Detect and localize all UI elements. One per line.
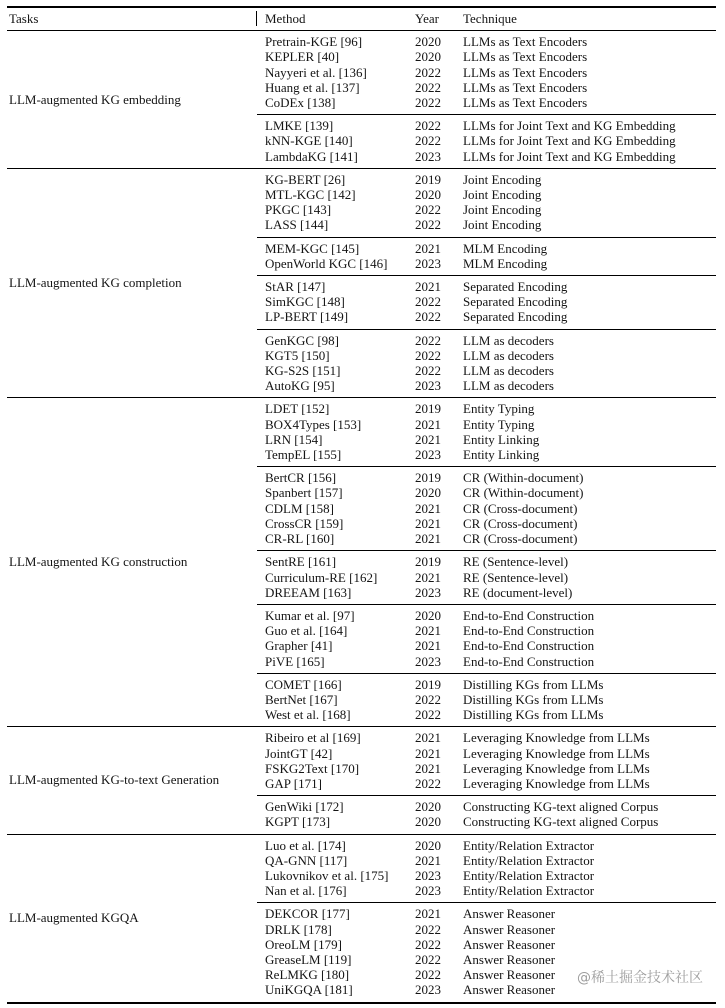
table-row [257,401,716,416]
method-cell: ReLMKG [180] [265,967,350,983]
technique-cell: LLMs for Joint Text and KG Embedding [463,148,676,164]
table-row [257,447,716,462]
technique-cell: Entity/Relation Extractor [463,837,595,853]
table-row [257,241,716,256]
technique-cell: LLMs for Joint Text and KG Embedding [463,118,676,134]
technique-cell: LLM as decoders [463,363,554,379]
table-row [257,417,716,432]
year-cell: 2021 [415,569,441,585]
table-row [257,333,716,348]
table-row [257,294,716,309]
technique-cell: RE (document-level) [463,584,573,600]
year-cell: 2023 [415,378,441,394]
year-cell: 2023 [415,255,441,271]
year-cell: 2023 [415,447,441,463]
method-cell: Pretrain-KGE [96] [265,34,363,50]
table-row [257,776,716,791]
year-cell: 2023 [415,867,441,883]
table-row [257,118,716,133]
technique-cell: Entity/Relation Extractor [463,883,595,899]
method-subgroup [257,398,716,466]
method-cell: Spanbert [157] [265,485,343,501]
table-row [257,554,716,569]
task-label: LLM-augmented KG completion [9,275,182,291]
task-group [7,834,716,1002]
table-row [257,982,716,997]
year-cell: 2020 [415,799,441,815]
method-cell: CoDEx [138] [265,95,336,111]
year-cell: 2022 [415,775,441,791]
technique-cell: Entity Typing [463,401,535,417]
technique-cell: CR (Within-document) [463,470,584,486]
technique-cell: Entity Typing [463,416,535,432]
table-row [257,348,716,363]
method-cell: GreaseLM [119] [265,951,352,967]
method-cell: LambdaKG [141] [265,148,358,164]
table-row [257,470,716,485]
technique-cell: End-to-End Construction [463,623,595,639]
technique-cell: CR (Cross-document) [463,500,578,516]
table-row [257,531,716,546]
technique-cell: LLMs as Text Encoders [463,95,588,111]
table-row [257,585,716,600]
table-row [257,485,716,500]
year-cell: 2021 [415,416,441,432]
technique-cell: Answer Reasoner [463,982,556,998]
year-cell: 2022 [415,118,441,134]
table-row [257,217,716,232]
method-subgroup [257,795,716,833]
table-row [257,49,716,64]
table-row [257,172,716,187]
method-cell: KGPT [173] [265,814,331,830]
year-cell: 2022 [415,133,441,149]
year-cell: 2022 [415,936,441,952]
year-cell: 2022 [415,217,441,233]
table-row [257,202,716,217]
table-row [257,654,716,669]
technique-cell: Entity/Relation Extractor [463,867,595,883]
method-cell: LASS [144] [265,217,329,233]
technique-cell: Answer Reasoner [463,921,556,937]
table-row [257,149,716,164]
year-cell: 2021 [415,906,441,922]
year-cell: 2020 [415,814,441,830]
year-cell: 2021 [415,745,441,761]
table-row [257,967,716,982]
method-cell: AutoKG [95] [265,378,335,394]
technique-cell: Separated Encoding [463,279,568,295]
year-cell: 2023 [415,584,441,600]
table-row [257,868,716,883]
method-cell: kNN-KGE [140] [265,133,353,149]
table-row [257,65,716,80]
method-cell: KG-S2S [151] [265,363,341,379]
method-cell: BertNet [167] [265,691,338,707]
technique-cell: Leveraging Knowledge from LLMs [463,775,650,791]
method-cell: Huang et al. [137] [265,79,360,95]
table-body [7,31,716,1001]
technique-cell: Leveraging Knowledge from LLMs [463,760,650,776]
technique-cell: LLMs as Text Encoders [463,49,588,65]
method-subgroup [257,237,716,275]
year-cell: 2022 [415,79,441,95]
year-cell: 2022 [415,309,441,325]
technique-cell: Joint Encoding [463,171,542,187]
method-cell: COMET [166] [265,676,342,692]
table-header-row [7,8,716,31]
method-cell: PiVE [165] [265,653,325,669]
table-row [257,501,716,516]
technique-cell: Answer Reasoner [463,936,556,952]
table-row [257,570,716,585]
year-cell: 2022 [415,951,441,967]
year-cell: 2022 [415,967,441,983]
header-method: Method [265,11,306,26]
year-cell: 2023 [415,653,441,669]
method-cell: UniKGQA [181] [265,982,353,998]
method-cell: CrossCR [159] [265,515,344,531]
technique-cell: Answer Reasoner [463,951,556,967]
year-cell: 2019 [415,171,441,187]
technique-cell: LLMs as Text Encoders [463,64,588,80]
table-row [257,814,716,829]
method-subgroup [257,550,716,604]
table-row [257,133,716,148]
method-cell: PKGC [143] [265,202,332,218]
table-row [257,95,716,110]
method-subgroup [257,329,716,398]
year-cell: 2022 [415,921,441,937]
technique-cell: CR (Within-document) [463,485,584,501]
year-cell: 2022 [415,363,441,379]
subgroup-list [257,398,716,726]
method-cell: OreoLM [179] [265,936,342,952]
year-cell: 2020 [415,607,441,623]
year-cell: 2021 [415,852,441,868]
method-cell: SentRE [161] [265,554,337,570]
subgroup-list [257,169,716,398]
table-row [257,799,716,814]
method-cell: DREEAM [163] [265,584,352,600]
technique-cell: LLMs as Text Encoders [463,34,588,50]
technique-cell: End-to-End Construction [463,653,595,669]
method-cell: QA-GNN [117] [265,852,348,868]
task-label: LLM-augmented KGQA [9,910,139,926]
method-cell: KGT5 [150] [265,347,330,363]
method-cell: Ribeiro et al [169] [265,730,361,746]
method-subgroup [257,466,716,550]
method-subgroup [257,604,716,673]
task-label: LLM-augmented KG construction [9,554,188,570]
method-subgroup [257,673,716,727]
method-cell: Nayyeri et al. [136] [265,64,367,80]
method-cell: Curriculum-RE [162] [265,569,378,585]
method-cell: FSKG2Text [170] [265,760,360,776]
method-cell: DEKCOR [177] [265,906,350,922]
table-row [257,883,716,898]
technique-cell: Answer Reasoner [463,967,556,983]
year-cell: 2019 [415,401,441,417]
technique-cell: Entity/Relation Extractor [463,852,595,868]
year-cell: 2023 [415,148,441,164]
table-row [257,730,716,745]
method-cell: CR-RL [160] [265,531,335,547]
year-cell: 2019 [415,554,441,570]
technique-cell: Constructing KG-text aligned Corpus [463,799,659,815]
technique-cell: CR (Cross-document) [463,515,578,531]
table-row [257,309,716,324]
technique-cell: LLM as decoders [463,347,554,363]
task-group [7,397,716,726]
technique-cell: Separated Encoding [463,309,568,325]
technique-cell: End-to-End Construction [463,607,595,623]
header-tasks: Tasks [7,11,257,26]
year-cell: 2020 [415,49,441,65]
task-group [7,726,716,833]
method-cell: SimKGC [148] [265,294,345,310]
method-subgroup [257,835,716,903]
method-cell: MEM-KGC [145] [265,240,360,256]
year-cell: 2019 [415,676,441,692]
table-row [257,363,716,378]
table-row [257,80,716,95]
technique-cell: MLM Encoding [463,255,548,271]
year-cell: 2022 [415,332,441,348]
task-group [7,168,716,398]
method-cell: West et al. [168] [265,707,351,723]
methods-summary-table [7,6,716,1004]
subgroup-list [257,727,716,833]
technique-cell: Separated Encoding [463,294,568,310]
year-cell: 2021 [415,730,441,746]
technique-cell: CR (Cross-document) [463,531,578,547]
method-cell: BertCR [156] [265,470,337,486]
year-cell: 2021 [415,638,441,654]
table-row [257,638,716,653]
technique-cell: LLMs as Text Encoders [463,79,588,95]
method-cell: JointGT [42] [265,745,333,761]
table-row [257,279,716,294]
technique-cell: LLM as decoders [463,378,554,394]
table-row [257,623,716,638]
method-cell: LP-BERT [149] [265,309,349,325]
method-cell: LDET [152] [265,401,330,417]
table-row [257,761,716,776]
method-subgroup [257,727,716,795]
subgroup-list [257,835,716,1002]
task-group [7,31,716,168]
method-cell: KG-BERT [26] [265,171,346,187]
technique-cell: MLM Encoding [463,240,548,256]
year-cell: 2022 [415,95,441,111]
technique-cell: Distilling KGs from LLMs [463,707,604,723]
table-row [257,952,716,967]
year-cell: 2021 [415,240,441,256]
year-cell: 2021 [415,531,441,547]
method-cell: GenKGC [98] [265,332,340,348]
method-cell: Luo et al. [174] [265,837,346,853]
method-cell: KEPLER [40] [265,49,340,65]
method-cell: Grapher [41] [265,638,333,654]
table-row [257,378,716,393]
year-cell: 2019 [415,470,441,486]
technique-cell: Entity Linking [463,447,540,463]
method-subgroup [257,169,716,237]
method-cell: TempEL [155] [265,447,342,463]
year-cell: 2021 [415,760,441,776]
year-cell: 2023 [415,982,441,998]
technique-cell: RE (Sentence-level) [463,569,569,585]
technique-cell: End-to-End Construction [463,638,595,654]
method-cell: GAP [171] [265,775,322,791]
table-row [257,516,716,531]
method-cell: Kumar et al. [97] [265,607,355,623]
year-cell: 2020 [415,34,441,50]
year-cell: 2021 [415,515,441,531]
table-row [257,922,716,937]
method-subgroup [257,275,716,329]
table-row [257,677,716,692]
subgroup-list [257,31,716,168]
table-row [257,853,716,868]
method-cell: DRLK [178] [265,921,332,937]
method-subgroup [257,31,716,114]
method-cell: Guo et al. [164] [265,623,348,639]
table-row [257,187,716,202]
year-cell: 2022 [415,294,441,310]
year-cell: 2021 [415,279,441,295]
year-cell: 2022 [415,347,441,363]
method-cell: Nan et al. [176] [265,883,347,899]
header-technique: Technique [463,11,517,26]
technique-cell: RE (Sentence-level) [463,554,569,570]
technique-cell: Entity Linking [463,431,540,447]
table-row [257,937,716,952]
method-cell: MTL-KGC [142] [265,187,356,203]
header-year: Year [415,11,439,26]
table-row [257,906,716,921]
table-row [257,692,716,707]
method-cell: Lukovnikov et al. [175] [265,867,389,883]
task-label: LLM-augmented KG embedding [9,91,181,107]
watermark: @稀土掘金技术社区 [577,970,703,986]
technique-cell: LLMs for Joint Text and KG Embedding [463,133,676,149]
technique-cell: Constructing KG-text aligned Corpus [463,814,659,830]
technique-cell: Answer Reasoner [463,906,556,922]
technique-cell: Distilling KGs from LLMs [463,676,604,692]
method-cell: GenWiki [172] [265,799,344,815]
method-cell: StAR [147] [265,279,326,295]
technique-cell: Distilling KGs from LLMs [463,691,604,707]
table-row [257,432,716,447]
table-row [257,707,716,722]
technique-cell: Joint Encoding [463,202,542,218]
year-cell: 2022 [415,707,441,723]
task-label: LLM-augmented KG-to-text Generation [9,772,220,788]
year-cell: 2020 [415,187,441,203]
method-cell: OpenWorld KGC [146] [265,255,388,271]
technique-cell: Joint Encoding [463,217,542,233]
table-row [257,256,716,271]
technique-cell: LLM as decoders [463,332,554,348]
year-cell: 2022 [415,691,441,707]
year-cell: 2020 [415,485,441,501]
year-cell: 2022 [415,64,441,80]
table-row [257,838,716,853]
method-cell: CDLM [158] [265,500,334,516]
year-cell: 2022 [415,202,441,218]
year-cell: 2020 [415,837,441,853]
method-subgroup [257,902,716,1001]
technique-cell: Leveraging Knowledge from LLMs [463,745,650,761]
year-cell: 2023 [415,883,441,899]
year-cell: 2021 [415,431,441,447]
year-cell: 2021 [415,623,441,639]
method-cell: BOX4Types [153] [265,416,362,432]
year-cell: 2021 [415,500,441,516]
table-row [257,746,716,761]
method-cell: LRN [154] [265,431,323,447]
technique-cell: Joint Encoding [463,187,542,203]
method-cell: LMKE [139] [265,118,334,134]
technique-cell: Leveraging Knowledge from LLMs [463,730,650,746]
table-row [257,34,716,49]
method-subgroup [257,114,716,168]
table-row [257,608,716,623]
